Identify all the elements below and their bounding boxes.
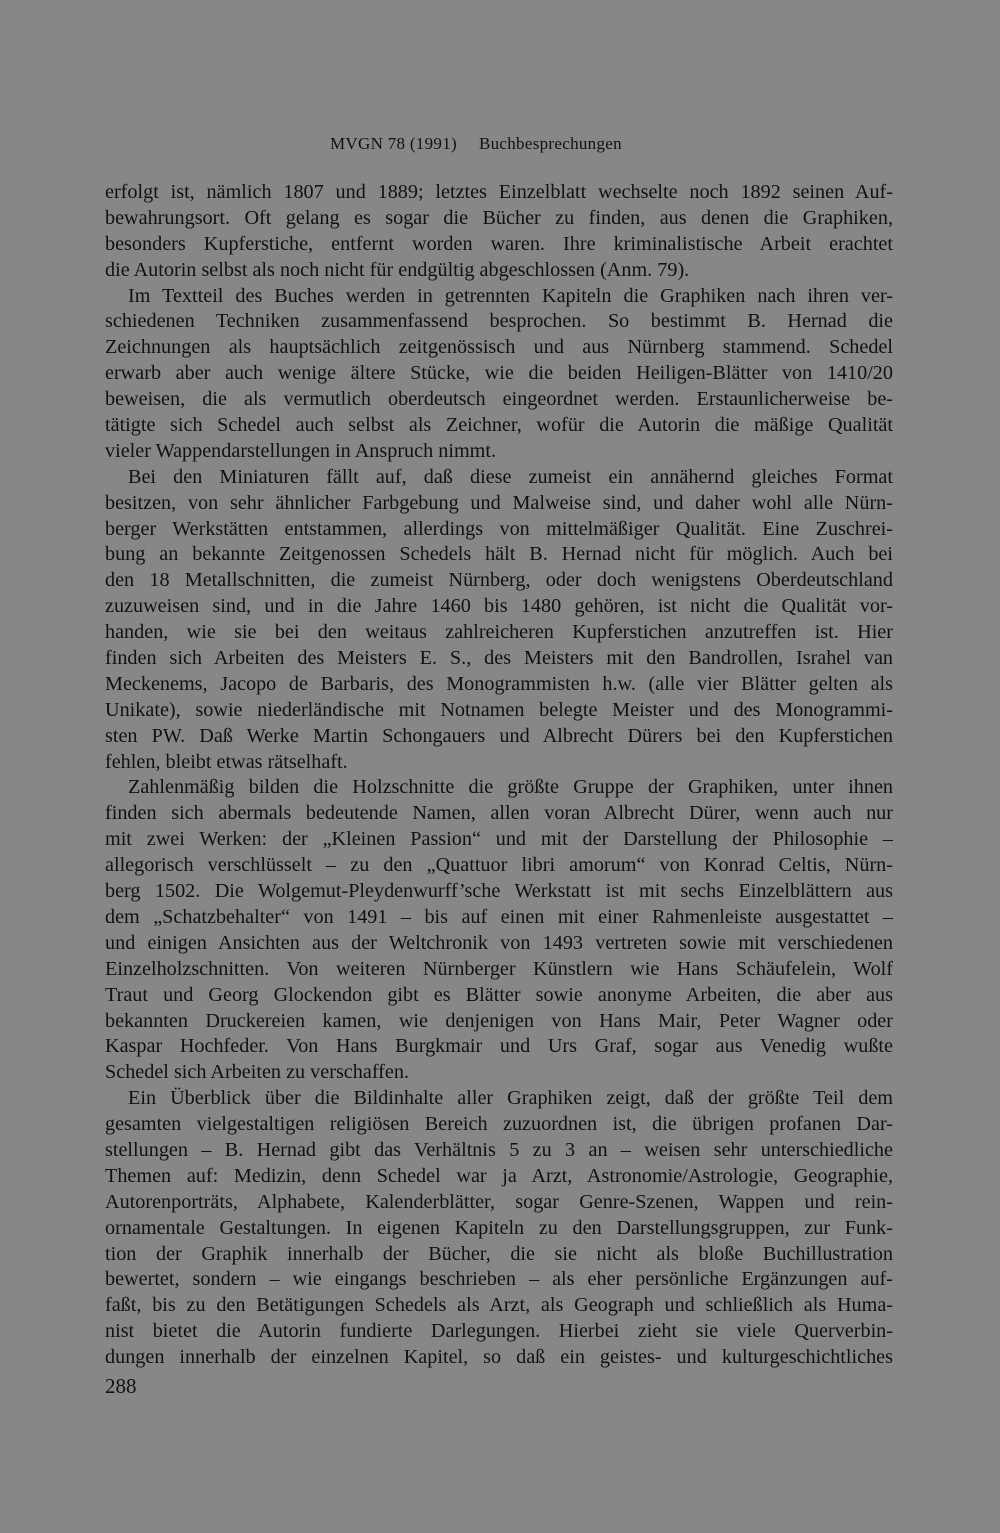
text-line: die Autorin selbst als noch nicht für endgültig abgeschlossen (Anm. 79).: [105, 258, 690, 281]
text-line: Unikate), sowie niederländische mit Notnamen belegte Meister und des Monogrammi-: [105, 698, 893, 721]
text-line: erfolgt ist, nämlich 1807 und 1889; letztes Einzelblatt wechselte noch 1892 seinen Auf-: [105, 181, 893, 203]
text-line: und einigen Ansichten aus der Weltchronik von 1493 vertreten sowie mit verschiedenen: [105, 931, 893, 954]
journal-reference: MVGN 78 (1991): [330, 134, 457, 153]
text-line: Kaspar Hochfeder. Von Hans Burgkmair und Urs Graf, sogar aus Venedig wußte: [105, 1035, 893, 1058]
body-text: [105, 180, 893, 1371]
text-line: den 18 Metallschnitten, die zumeist Nürnberg, oder doch wenigstens Oberdeutschland: [105, 569, 893, 592]
text-line: mit zwei Werken: der „Kleinen Passion“ und mit der Darstellung der Philosophie –: [105, 828, 893, 851]
text-line: vieler Wappendarstellungen in Anspruch nimmt.: [105, 439, 497, 462]
text-line: dem „Schatzbehalter“ von 1491 – bis auf einen mit einer Rahmenleiste ausgestattet –: [105, 905, 893, 928]
text-line: sten PW. Daß Werke Martin Schongauers und Albrecht Dürers bei den Kupferstichen: [105, 724, 893, 747]
text-line: Einzelholzschnitten. Von weiteren Nürnberger Künstlern wie Hans Schäufelein, Wolf: [105, 957, 893, 980]
section-title: Buchbesprechungen: [478, 134, 622, 153]
text-line: Zeichnungen als hauptsächlich zeitgenössisch und aus Nürnberg stammend. Schedel: [105, 336, 893, 359]
text-line: bewahrungsort. Oft gelang es sogar die Bücher zu finden, aus denen die Graphiken,: [105, 206, 893, 229]
text-line: Themen auf: Medizin, denn Schedel war ja Arzt, Astronomie/Astrologie, Geographie,: [105, 1164, 893, 1187]
text-line: besonders Kupferstiche, entfernt worden waren. Ihre kriminalistische Arbeit erachtet: [105, 232, 893, 255]
text-line: berger Werkstätten entstammen, allerdings von mittelmäßiger Qualität. Eine Zuschrei-: [105, 517, 893, 540]
text-line: nist bietet die Autorin fundierte Darlegungen. Hierbei zieht sie viele Querverbin-: [105, 1320, 893, 1343]
text-line: besitzen, von sehr ähnlicher Farbgebung und Malweise sind, und daher wohl alle Nürn-: [105, 491, 893, 514]
text-line: handen, wie sie bei den weitaus zahlreicheren Kupferstichen anzutreffen ist. Hier: [105, 621, 893, 644]
text-line: allegorisch verschlüsselt – zu den „Quattuor libri amorum“ von Konrad Celtis, Nürn-: [105, 854, 893, 877]
running-head: [330, 134, 622, 154]
text-line: gesamten vielgestaltigen religiösen Bereich zuzuordnen ist, die übrigen profanen Dar-: [105, 1113, 893, 1136]
text-line: Ein Überblick über die Bildinhalte aller Graphiken zeigt, daß der größte Teil dem: [128, 1087, 893, 1110]
text-line: Meckenems, Jacopo de Barbaris, des Monogrammisten h.w. (alle vier Blätter gelten als: [105, 672, 893, 695]
text-line: fehlen, bleibt etwas rätselhaft.: [105, 750, 348, 773]
text-line: ornamentale Gestaltungen. In eigenen Kapiteln zu den Darstellungsgruppen, zur Funk-: [105, 1216, 893, 1239]
text-line: berg 1502. Die Wolgemut-Pleydenwurff’sche Werkstatt ist mit sechs Einzelblättern aus: [105, 880, 893, 903]
text-line: dungen innerhalb der einzelnen Kapitel, so daß ein geistes- und kulturgeschichtliches: [105, 1346, 893, 1369]
text-line: Traut und Georg Glockendon gibt es Blätter sowie anonyme Arbeiten, die aber aus: [105, 983, 893, 1006]
text-line: bewertet, sondern – wie eingangs beschrieben – als eher persönliche Ergänzungen auf-: [105, 1268, 893, 1291]
text-line: finden sich abermals bedeutende Namen, allen voran Albrecht Dürer, wenn auch nur: [105, 802, 893, 825]
text-line: Bei den Miniaturen fällt auf, daß diese zumeist ein annähernd gleiches Format: [128, 465, 893, 488]
text-line: schiedenen Techniken zusammenfassend besprochen. So bestimmt B. Hernad die: [105, 310, 893, 333]
text-line: beweisen, die als vermutlich oberdeutsch eingeordnet werden. Erstaunlicherweise be-: [105, 388, 893, 411]
text-line: bung an bekannte Zeitgenossen Schedels hält B. Hernad nicht für möglich. Auch bei: [105, 543, 893, 566]
text-line: finden sich Arbeiten des Meisters E. S., des Meisters mit den Bandrollen, Israhel van: [105, 647, 893, 670]
text-line: erwarb aber auch wenige ältere Stücke, wie die beiden Heiligen-Blätter von 1410/20: [105, 362, 893, 385]
text-line: tion der Graphik innerhalb der Bücher, die sie nicht als bloße Buchillustration: [105, 1242, 893, 1265]
text-line: stellungen – B. Hernad gibt das Verhältnis 5 zu 3 an – weisen sehr unterschiedliche: [105, 1138, 893, 1161]
text-line: tätigte sich Schedel auch selbst als Zeichner, wofür die Autorin die mäßige Qualität: [105, 414, 893, 437]
text-line: Autorenporträts, Alphabete, Kalenderblätter, sogar Genre-Szenen, Wappen und rein-: [105, 1190, 893, 1213]
text-line: Schedel sich Arbeiten zu verschaffen.: [105, 1061, 410, 1084]
text-line: zuzuweisen sind, und in die Jahre 1460 bis 1480 gehören, ist nicht die Qualität vor-: [105, 595, 893, 618]
page-number: 288: [105, 1374, 137, 1398]
text-line: Zahlenmäßig bilden die Holzschnitte die größte Gruppe der Graphiken, unter ihnen: [128, 776, 893, 799]
text-line: faßt, bis zu den Betätigungen Schedels als Arzt, als Geograph und schließlich als Huma-: [105, 1294, 893, 1317]
text-line: bekannten Druckereien kamen, wie denjenigen von Hans Mair, Peter Wagner oder: [105, 1009, 893, 1032]
text-line: Im Textteil des Buches werden in getrennten Kapiteln die Graphiken nach ihren ver-: [128, 284, 893, 307]
